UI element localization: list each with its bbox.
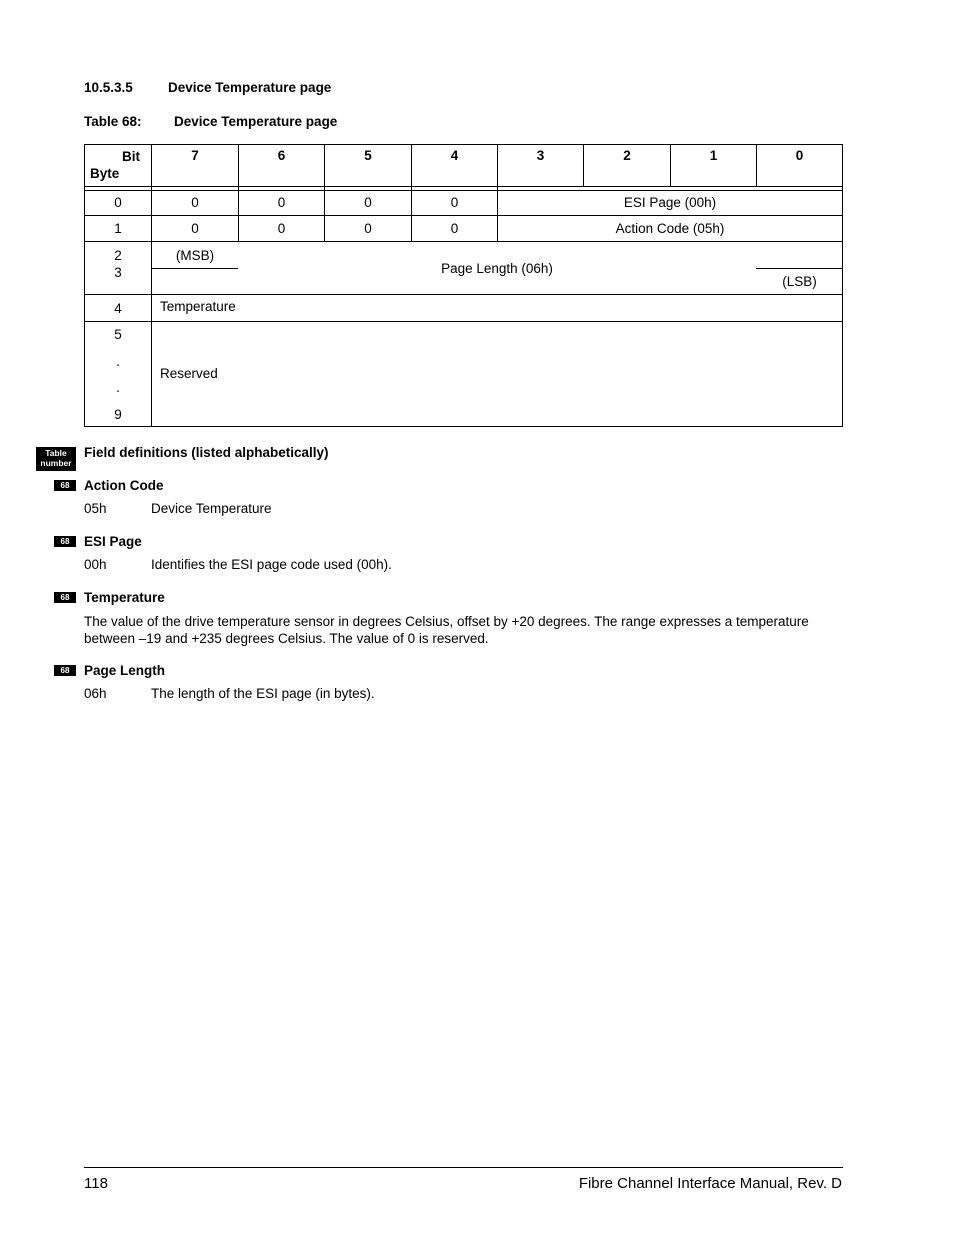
temperature-field: Temperature (160, 299, 236, 314)
bit-header: 0 (795, 148, 804, 163)
bit-table (84, 144, 843, 427)
action-code-field: Action Code (05h) (615, 221, 725, 236)
esi-page-field: ESI Page (00h) (623, 195, 717, 210)
bit-value: 0 (277, 195, 286, 210)
section-number: 10.5.3.5 (84, 80, 133, 95)
field-title: Action Code (84, 478, 164, 493)
page-number: 118 (84, 1175, 108, 1192)
byte-number: 4 (114, 301, 122, 316)
byte-number: 9 (114, 407, 122, 422)
field-title: ESI Page (84, 534, 142, 549)
byte-range-dot: . (116, 380, 120, 395)
header-rule-2 (85, 190, 842, 191)
table-ref-badge: 68 (54, 592, 76, 603)
field-code: 06h (84, 686, 107, 701)
byte-range-dot: . (116, 354, 120, 369)
bit-header: 7 (191, 148, 199, 163)
field-desc: Identifies the ESI page code used (00h). (151, 557, 392, 572)
header-rule-1 (85, 186, 842, 187)
tag-line: Table (45, 448, 67, 458)
reserved-field: Reserved (160, 366, 218, 381)
byte-col-rule (151, 145, 152, 426)
row-rule (85, 241, 842, 242)
field-title: Page Length (84, 663, 166, 678)
row-rule (85, 321, 842, 322)
bit-header: 1 (709, 148, 718, 163)
byte-number: 0 (114, 195, 122, 210)
bit-header: 5 (364, 148, 372, 163)
table-caption-label: Table 68: (84, 114, 142, 129)
page-length-field: Page Length (06h) (441, 261, 553, 276)
bit-header: 6 (277, 148, 286, 163)
lsb-marker: (LSB) (782, 274, 817, 289)
tag-line: number (40, 458, 72, 468)
byte-number: 3 (114, 265, 122, 280)
field-code: 05h (84, 501, 107, 516)
table-ref-badge: 68 (54, 665, 76, 676)
bit-value: 0 (364, 221, 372, 236)
byte-number: 1 (114, 221, 122, 236)
table-number-tag (36, 447, 76, 471)
table-ref-badge: 68 (54, 536, 76, 547)
field-definitions-heading: Field definitions (listed alphabetically) (84, 445, 329, 460)
field-paragraph: The value of the drive temperature sensor in degrees Celsius, offset by +20 degrees. The range expresses a temperature between –19 and +235 degrees Celsius. The value of 0 is reserved. (84, 614, 809, 646)
bit-value: 0 (450, 221, 459, 236)
table-ref-badge: 68 (54, 480, 76, 491)
bit-value: 0 (364, 195, 372, 210)
section-title: Device Temperature page (168, 80, 332, 95)
byte-number: 5 (114, 327, 122, 342)
byte-number: 2 (114, 248, 122, 263)
header-byte-label: Byte (90, 166, 120, 181)
field-title: Temperature (84, 590, 165, 605)
bit-header: 3 (536, 148, 545, 163)
table-caption-title: Device Temperature page (174, 114, 338, 129)
row-rule (85, 215, 842, 216)
bit-value: 0 (277, 221, 286, 236)
field-code: 00h (84, 557, 107, 572)
bit-value: 0 (450, 195, 459, 210)
bit-header: 4 (450, 148, 459, 163)
footer-rule (84, 1167, 843, 1168)
msb-marker: (MSB) (175, 248, 215, 263)
bit-header: 2 (623, 148, 631, 163)
field-desc: Device Temperature (151, 501, 272, 516)
field-desc: The length of the ESI page (in bytes). (151, 686, 375, 701)
bit-value: 0 (191, 221, 199, 236)
document-title: Fibre Channel Interface Manual, Rev. D (578, 1175, 842, 1192)
row-rule (85, 294, 842, 295)
bit-value: 0 (191, 195, 199, 210)
header-bit-label: Bit (122, 149, 140, 164)
